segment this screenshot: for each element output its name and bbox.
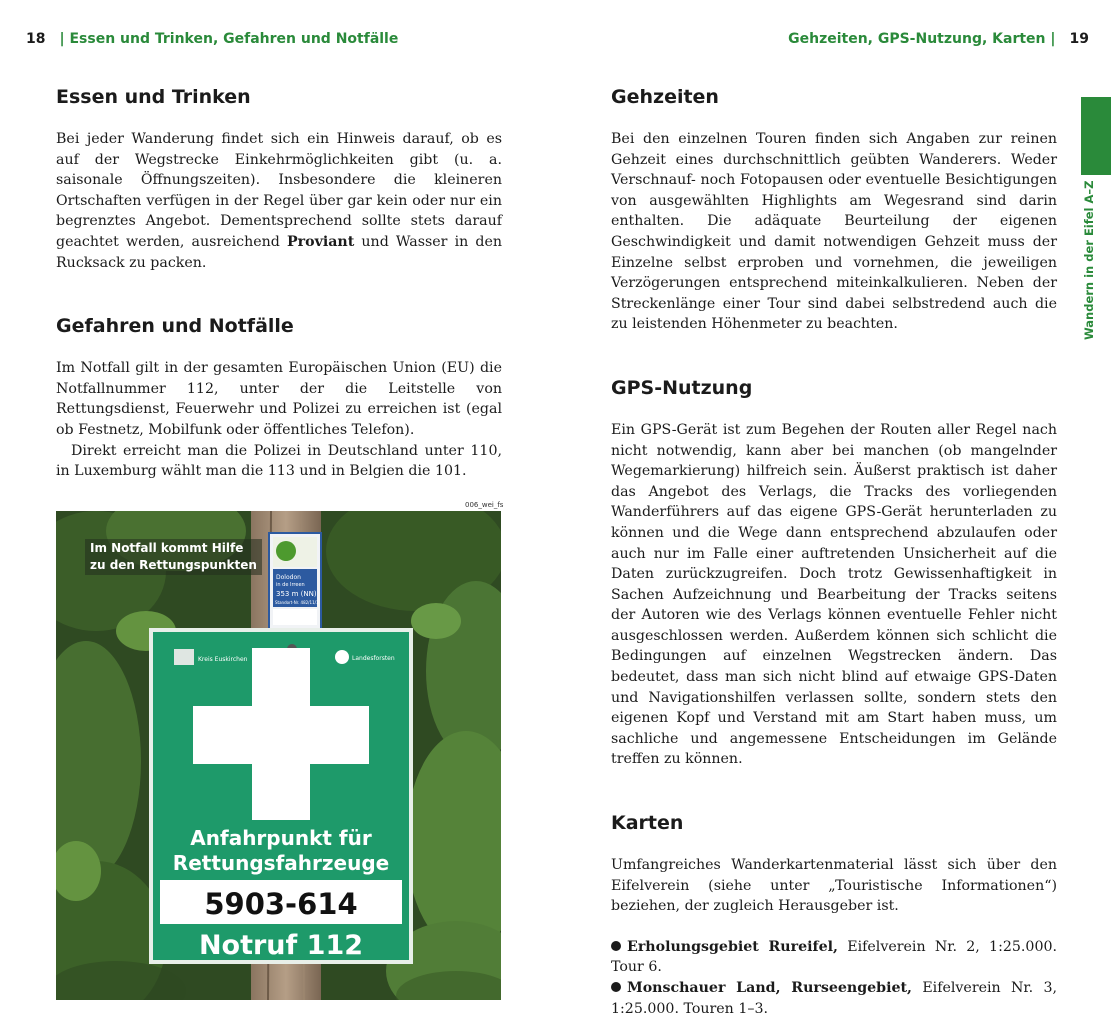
thumb-index-tab <box>1081 97 1111 175</box>
page-number-right: 19 <box>1069 31 1089 47</box>
small-sign-line1: Dolodon <box>276 574 301 581</box>
sign-line2: Rettungsfahrzeuge <box>172 851 390 875</box>
sign-line1: Anfahrpunkt für <box>190 826 372 850</box>
running-header-right <box>788 31 1089 47</box>
sign-logo-left: Kreis Euskirchen <box>198 656 248 663</box>
bullet-icon <box>611 941 621 951</box>
heading-gps: GPS-Nutzung <box>611 376 753 399</box>
map-item: Monschauer Land, Rurseengebiet, Eifelverein Nr. 3, 1:25.000. Touren 1–3. <box>611 980 1057 1017</box>
running-title-left: | Essen und Trinken, Gefahren und Notfälle <box>59 31 399 47</box>
proviant-bold: Proviant <box>286 233 355 250</box>
map-item: Erholungsgebiet Rureifel, Eifelverein Nr. 2, 1:25.000. Tour 6. <box>611 938 1058 976</box>
right-column <box>611 86 1057 1019</box>
sign-emergency-number: Notruf 112 <box>198 930 364 961</box>
photo-label: 006_wei_fs <box>465 501 504 509</box>
photo-rescue-sign <box>56 511 501 1000</box>
heading-gehzeiten: Gehzeiten <box>611 86 719 108</box>
left-column <box>56 86 502 482</box>
sign-logo-right: Landesforsten <box>352 655 395 662</box>
heading-essen: Essen und Trinken <box>56 86 251 108</box>
small-sign-line4: Standort-Nr. 482/11/1 <box>275 600 319 605</box>
paragraph-gps: Ein GPS-Gerät ist zum Begehen der Routen aller Regel nach nicht notwendig, kann aber bei manchen (ob mangelnder Wegemarkierung) hilfreich sein. Äußerst praktisch ist daher das Angebot des Verlags, die Tracks des vorliegenden Wanderführers auf das eigene GPS-Gerät herunterladen zu können und die Wege dann entsprechend abzulaufen oder auch nur im Falle einer auftretenden Unsicherheit auf die Daten zurückzugreifen. Doch trotz Gewissenhaftigkeit in Sachen Aufzeichnung und Bearbeitung der Tracks seitens der Autoren wie des Verlags können eventuelle Fehler nicht ausgeschlossen werden. Außerdem können sich schlicht die Bedingungen auf einzelnen Wegstrecken ändern. Das bedeutet, dass man sich nicht blind auf etwaige GPS-Daten und Navigationshilfen verlassen sollte, sondern stets den eigenen Kopf und Verstand mit am Start haben muss, um sachliche und angemessene Entscheidungen im Gelände treffen zu können. <box>611 421 1057 768</box>
map-list <box>611 937 1057 1019</box>
side-section-label: Wandern in der Eifel A–Z <box>1082 180 1096 340</box>
bullet-icon <box>611 982 621 992</box>
caption-line1: Im Notfall kommt Hilfe <box>90 541 244 555</box>
paragraph-gehzeiten: Bei den einzelnen Touren finden sich Angaben zur reinen Gehzeit eines durchschnittlich geübten Wanderers. Weder Verschnauf- noch Fotopausen oder eventuelle Besichtigungen von ausgewählten Highlights am Wegesrand sind darin enthalten. Die adäquate Beurteilung der eigenen Geschwindigkeit und damit notwendigen Gehzeit muss der Einzelne selbst erproben und vornehmen, die jeweiligen Verzögerungen entsprechend miteinkalkulieren. Neben der Streckenlänge einer Tour sind dabei selbstredend auch die zu leistenden Höhenmeter zu beachten. <box>611 131 1057 333</box>
page-number-left: 18 <box>26 31 46 47</box>
running-header-left <box>26 31 398 47</box>
small-sign-elevation: 353 m (NN) <box>276 590 317 598</box>
paragraph-gefahren-1: Im Notfall gilt in der gesamten Europäischen Union (EU) die Notfallnummer 112, unter der die Leitstelle von Rettungsdienst, Feuerwehr und Polizei zu erreichen ist (egal ob Festnetz, Mobilfunk oder öffentliches Telefon). <box>56 360 502 438</box>
sign-code: 5903-614 <box>204 887 358 921</box>
paragraph-gefahren-2: Direkt erreicht man die Polizei in Deutschland unter 110, in Luxemburg wählt man die 113 und in Belgien die 101. <box>56 442 502 480</box>
paragraph-karten: Umfangreiches Wanderkartenmaterial lässt sich über den Eifelverein (siehe unter „Touristische Informationen“) beziehen, der zugleich Herausgeber ist. <box>611 857 1057 915</box>
rescue-sign-illustration <box>56 511 501 1000</box>
paragraph-essen: Bei jeder Wanderung findet sich ein Hinweis darauf, ob es auf der Wegstrecke Einkehrmöglichkeiten gibt (u. a. saisonale Öffnungszeiten). Insbesondere die kleineren Ortschaften verfügen in der Regel über gar kein oder nur ein begrenztes Angebot. Dementsprechend sollte stets darauf geachtet werden, ausreichend Proviant und Wasser in den Rucksack zu packen. <box>56 131 503 271</box>
heading-gefahren: Gefahren und Notfälle <box>56 315 294 338</box>
running-title-right: Gehzeiten, GPS-Nutzung, Karten | <box>788 31 1056 47</box>
caption-line2: zu den Rettungspunkten <box>90 558 257 572</box>
heading-karten: Karten <box>611 812 684 835</box>
photo-caption <box>85 539 262 575</box>
small-sign-line2: in de Irreen <box>276 582 305 588</box>
